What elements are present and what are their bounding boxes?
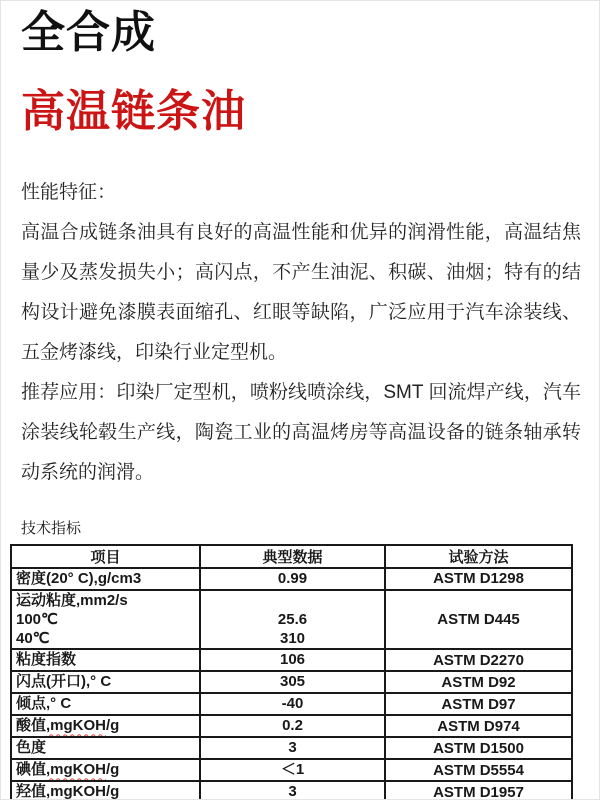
spec-value-cell: 25.6 310 <box>200 590 385 650</box>
spec-value-cell: -40 <box>200 693 385 715</box>
col-header-test-method: 试验方法 <box>385 545 572 568</box>
applications-paragraph: 推荐应用：印染厂定型机，喷粉线喷涂线，SMT 回流焊产线，汽车涂装线轮毂生产线，陶瓷工业的高温烤房等高温设备的链条轴承转动系统的润滑。 <box>21 381 581 483</box>
spec-value-cell: 0.99 <box>200 568 385 590</box>
spec-value-cell: 305 <box>200 671 385 693</box>
spec-value-cell: 106 <box>200 649 385 671</box>
spec-value-cell: 3 <box>200 737 385 759</box>
spec-method-cell: ASTM D974 <box>385 715 572 737</box>
spec-row <box>11 781 572 800</box>
spec-item-cell: 闪点(开口),° C <box>11 671 200 693</box>
spec-row <box>11 737 572 759</box>
spec-row <box>11 671 572 693</box>
features-heading: 性能特征： <box>21 181 117 203</box>
spec-row <box>11 568 572 590</box>
spec-row <box>11 649 572 671</box>
spellcheck-underline: ,mgKOH <box>46 761 107 779</box>
spec-method-cell: ASTM D1957 <box>385 781 572 800</box>
spec-item-cell: 运动粘度,mm2/s 100℃ 40℃ <box>11 590 200 650</box>
spec-row <box>11 590 572 650</box>
spec-row <box>11 759 572 781</box>
col-header-item: 项目 <box>11 545 200 568</box>
page-title-line2: 高温链条油 <box>21 87 246 137</box>
spec-value-cell: ＜1 <box>200 759 385 781</box>
spec-method-cell: ASTM D1500 <box>385 737 572 759</box>
page-title-line1: 全合成 <box>21 8 156 57</box>
spec-row <box>11 715 572 737</box>
specs-heading: 技术指标 <box>21 519 82 537</box>
spec-method-cell: ASTM D1298 <box>385 568 572 590</box>
spec-method-cell: ASTM D445 <box>385 590 572 650</box>
features-paragraph: 高温合成链条油具有良好的高温性能和优异的润滑性能，高温结焦量少及蒸发损失小；高闪点，不产生油泥、积碳、油烟；特有的结构设计避免漆膜表面缩孔、红眼等缺陷，广泛应用于汽车涂装线、五金烤漆线，印染行业定型机。 <box>21 221 581 363</box>
spec-method-cell: ASTM D97 <box>385 693 572 715</box>
spec-method-cell: ASTM D5554 <box>385 759 572 781</box>
specs-table <box>10 544 573 800</box>
specs-header-row <box>11 545 572 568</box>
spec-value-cell: 0.2 <box>200 715 385 737</box>
spec-item-cell: 粘度指数 <box>11 649 200 671</box>
spec-row <box>11 693 572 715</box>
spec-item-cell: 倾点,° C <box>11 693 200 715</box>
spec-method-cell: ASTM D2270 <box>385 649 572 671</box>
spellcheck-underline: ,mgKOH <box>46 783 107 800</box>
spec-item-cell: 碘值,mgKOH/g <box>11 759 200 781</box>
spec-value-cell: 3 <box>200 781 385 800</box>
spellcheck-underline: ,mgKOH <box>46 717 107 735</box>
col-header-typical-data: 典型数据 <box>200 545 385 568</box>
spec-item-cell: 羟值,mgKOH/g <box>11 781 200 800</box>
spec-method-cell: ASTM D92 <box>385 671 572 693</box>
spec-item-cell: 密度(20° C),g/cm3 <box>11 568 200 590</box>
spec-item-cell: 酸值,mgKOH/g <box>11 715 200 737</box>
spec-item-cell: 色度 <box>11 737 200 759</box>
